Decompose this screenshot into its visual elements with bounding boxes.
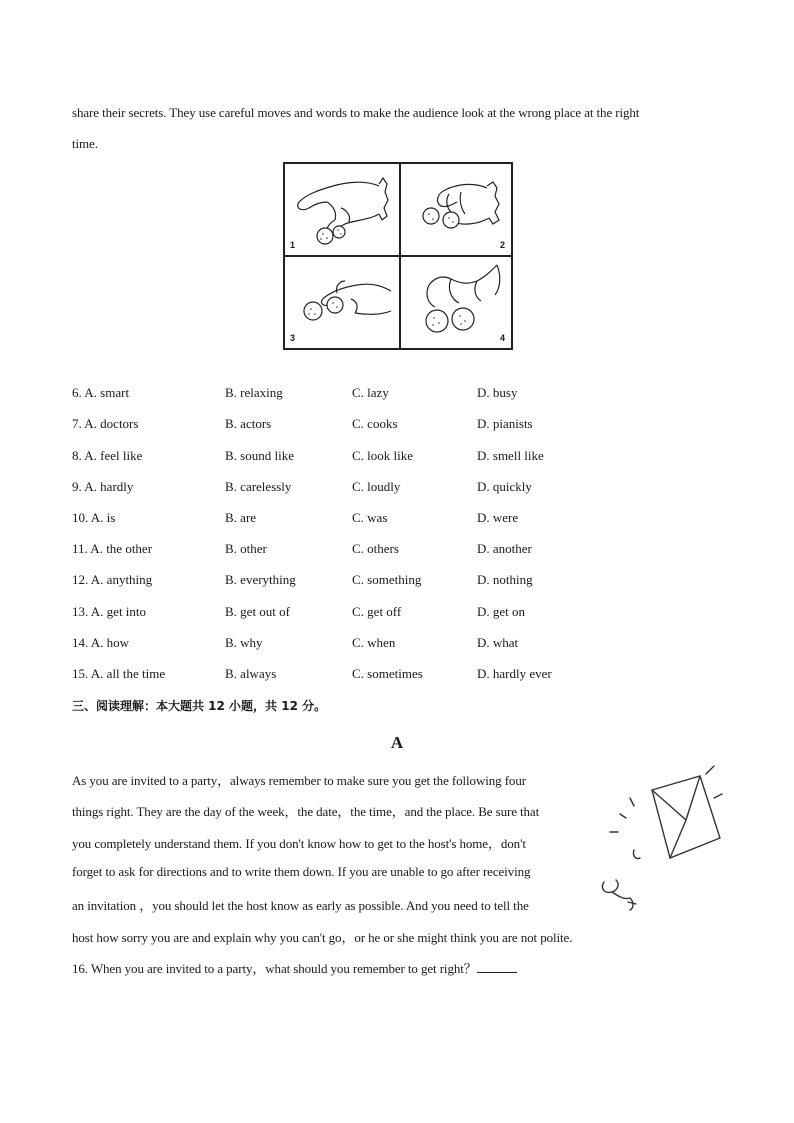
passage-line-6: host how sorry you are and explain why you can't go，or he or she might think you are not polite. [72,930,573,945]
option-d: D. quickly [477,479,532,494]
question-16-text: 16. When you are invited to a party，what should you remember to get right？ [72,961,477,976]
option-c: C. loudly [352,479,401,494]
option-d: D. busy [477,385,518,400]
option-c: C. when [352,635,396,650]
answer-blank[interactable] [477,960,517,973]
passage-line-2: things right. They are the day of the week，the date，the time，and the place. Be sure that [72,804,540,819]
comic-panel-2 [401,164,513,254]
option-c: C. others [352,541,399,556]
option-c: C. something [352,572,422,587]
comic-panel-4 [401,257,513,347]
option-d: D. another [477,541,532,556]
option-b: B. actors [225,416,272,431]
panel-number-2: 2 [499,240,505,250]
option-a: 14. A. how [72,635,130,650]
question-row-7 [72,416,632,434]
option-c: C. get off [352,604,402,619]
option-b: B. other [225,541,267,556]
question-16 [72,958,517,977]
option-a: 7. A. doctors [72,416,139,431]
option-b: B. why [225,635,263,650]
option-a: 9. A. hardly [72,479,134,494]
option-c: C. lazy [352,385,389,400]
question-row-6 [72,385,632,403]
option-d: D. pianists [477,416,533,431]
envelope-sketch [590,762,730,922]
option-b: B. everything [225,572,296,587]
comic-panel-3 [285,257,397,347]
option-c: C. was [352,510,388,525]
panel-number-1: 1 [290,240,296,250]
option-b: B. sound like [225,448,294,463]
option-d: D. nothing [477,572,533,587]
option-a: 13. A. get into [72,604,147,619]
option-b: B. always [225,666,277,681]
panel-number-4: 4 [499,333,505,343]
comic-panel-1 [285,164,397,254]
passage-line-4: forget to ask for directions and to write them down. If you are unable to go after receiving [72,864,531,879]
option-a: 15. A. all the time [72,666,166,681]
section-heading: 三、阅读理解：本大题共 12 小题，共 12 分。 [72,699,327,713]
option-a: 10. A. is [72,510,116,525]
question-row-15 [72,666,632,684]
passage-line-5: an invitation ，you should let the host know as early as possible. And you need to tell the [72,898,529,913]
option-d: D. were [477,510,519,525]
passage-title: A [390,733,404,752]
option-a: 8. A. feel like [72,448,143,463]
option-c: C. look like [352,448,414,463]
hand-passing-ball-illustration [285,257,397,347]
intro-line-1: share their secrets. They use careful moves and words to make the audience look at the wrong place at the right [72,105,640,120]
hand-revealing-two-balls-illustration [401,257,513,347]
question-row-10 [72,510,632,528]
intro-line-2: time. [72,136,98,151]
option-a: 12. A. anything [72,572,153,587]
option-b: B. get out of [225,604,290,619]
option-a: 11. A. the other [72,541,153,556]
question-row-12 [72,572,632,590]
option-c: C. cooks [352,416,398,431]
option-b: B. relaxing [225,385,283,400]
panel-number-3: 3 [290,333,296,343]
passage-line-3: you completely understand them. If you don't know how to get to the host's home，don't [72,836,526,851]
question-row-13 [72,604,632,622]
question-row-8 [72,448,632,466]
option-d: D. what [477,635,519,650]
hand-hiding-ball-illustration [401,164,513,254]
option-d: D. smell like [477,448,544,463]
question-row-11 [72,541,632,559]
option-d: D. get on [477,604,526,619]
magic-trick-comic [283,162,513,350]
question-row-9 [72,479,632,497]
question-row-14 [72,635,632,653]
invitation-envelope-icon [590,762,730,922]
hand-holding-ball-illustration [285,164,397,254]
option-b: B. carelessly [225,479,292,494]
option-b: B. are [225,510,257,525]
option-c: C. sometimes [352,666,423,681]
passage-line-1: As you are invited to a party，always remember to make sure you get the following four [72,773,526,788]
option-d: D. hardly ever [477,666,552,681]
option-a: 6. A. smart [72,385,130,400]
